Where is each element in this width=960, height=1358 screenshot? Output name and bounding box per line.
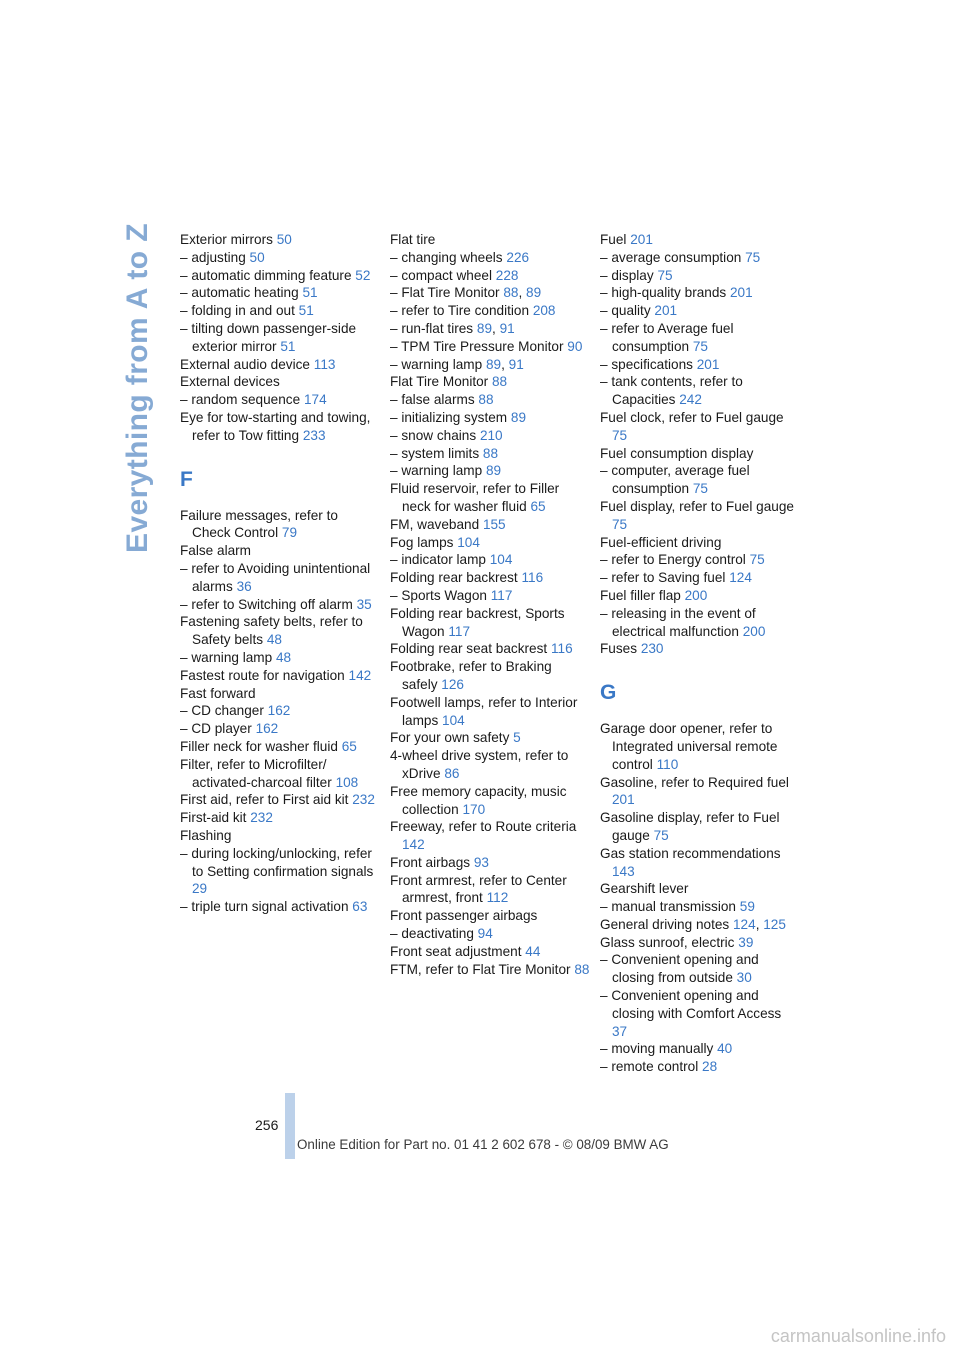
- index-entry: [390, 605, 590, 641]
- index-entry: [180, 845, 380, 898]
- index-term: Gasoline display, refer to Fuel gauge: [600, 810, 780, 843]
- index-entry: [600, 284, 800, 302]
- page-link[interactable]: 59: [739, 899, 755, 915]
- index-entry: [600, 249, 800, 267]
- page-link[interactable]: 50: [249, 249, 265, 265]
- index-entry: [180, 791, 380, 809]
- index-entry: [390, 373, 590, 391]
- index-term: – average consumption: [600, 249, 742, 265]
- index-term: General driving notes: [600, 916, 730, 932]
- index-term: FM, waveband: [390, 516, 480, 532]
- index-term: – Convenient opening and closing from outside: [600, 952, 759, 986]
- index-term: – tilting down passenger-side exterior mirror: [180, 320, 357, 354]
- index-term: Gearshift lever: [600, 881, 689, 897]
- index-entry: [180, 373, 380, 391]
- page-link[interactable]: 28: [702, 1059, 718, 1075]
- index-term: – Convenient opening and closing with Comfort Access: [600, 988, 782, 1021]
- index-term: – refer to Saving fuel: [600, 570, 726, 586]
- index-entry: [600, 640, 800, 658]
- index-entry: [180, 649, 380, 667]
- index-entry: General driving notes 124, 125: [600, 916, 786, 932]
- page-link[interactable]: 65: [530, 498, 546, 514]
- index-entry: [390, 587, 590, 605]
- index-entry: [390, 747, 590, 783]
- index-column-3: [600, 231, 800, 1076]
- index-entry: [600, 498, 800, 534]
- index-entry: [390, 640, 590, 658]
- page-link[interactable]: 162: [255, 721, 279, 737]
- index-term: Fastening safety belts, refer to Safety belts: [180, 614, 363, 648]
- index-term: Fluid reservoir, refer to Filler neck for washer fluid: [390, 481, 560, 514]
- index-term: – system limits: [390, 445, 480, 461]
- index-term: Front airbags: [390, 854, 471, 870]
- index-term: Fast forward: [180, 685, 256, 701]
- page-link[interactable]: 110: [656, 756, 679, 772]
- index-term: Filter, refer to Microfilter/ activated-charcoal filter: [180, 756, 332, 790]
- page-link[interactable]: 51: [298, 303, 314, 319]
- index-entry: [390, 925, 590, 943]
- index-entry: [180, 391, 380, 409]
- side-title-text: Everything from A to Z: [121, 223, 154, 553]
- index-term: Eye for tow-starting and towing, refer to Tow fitting: [180, 409, 371, 443]
- page-link[interactable]: 112: [486, 890, 509, 906]
- index-entry: [180, 685, 380, 703]
- index-entry: [180, 231, 380, 249]
- index-term: – compact wheel: [390, 267, 493, 283]
- page-link[interactable]: 30: [736, 970, 752, 986]
- index-entry: [390, 480, 590, 516]
- index-entry: [600, 569, 800, 587]
- page-link[interactable]: 104: [457, 534, 480, 550]
- index-entry: [600, 231, 800, 249]
- page-link[interactable]: 228: [495, 267, 519, 283]
- page-link[interactable]: 104: [489, 552, 513, 568]
- page-link[interactable]: 200: [742, 623, 766, 639]
- index-term: External audio device: [180, 356, 310, 372]
- index-entry: [180, 409, 380, 445]
- index-term: – remote control: [600, 1059, 699, 1075]
- index-term: – warning lamp: [180, 649, 273, 665]
- page-link[interactable]: 91: [499, 320, 515, 336]
- index-entry: [180, 756, 380, 792]
- page-link[interactable]: 29: [192, 881, 208, 897]
- index-entry: [180, 702, 380, 720]
- index-entry: [600, 1058, 800, 1076]
- page-link[interactable]: 37: [612, 1023, 628, 1039]
- page-link[interactable]: 86: [444, 765, 460, 781]
- page-link[interactable]: 88: [491, 374, 508, 390]
- page-link[interactable]: 48: [275, 649, 292, 665]
- index-term: – triple turn signal activation: [180, 899, 349, 915]
- page-link[interactable]: 142: [402, 837, 425, 853]
- page-link[interactable]: 40: [717, 1041, 733, 1057]
- page-link[interactable]: 93: [473, 854, 489, 870]
- index-entry: [390, 943, 590, 961]
- index-term: – refer to Switching off alarm: [180, 596, 353, 612]
- index-entry: [390, 409, 590, 427]
- index-term: Fuel filler flap: [600, 587, 681, 603]
- page-link[interactable]: 201: [630, 232, 653, 247]
- page-link[interactable]: 125: [763, 916, 786, 932]
- index-column-1: [180, 231, 380, 916]
- index-term: Gasoline, refer to Required fuel: [600, 774, 789, 790]
- footer-accent-bar: [285, 1093, 295, 1159]
- page-link[interactable]: 39: [738, 934, 754, 950]
- index-term: – refer to Energy control: [600, 552, 746, 568]
- page-link[interactable]: 79: [281, 525, 298, 541]
- page-link[interactable]: 155: [482, 516, 506, 532]
- index-term: Flat Tire Monitor: [390, 374, 489, 390]
- index-entry: – warning lamp 89, 91: [390, 356, 524, 372]
- index-term: For your own safety: [390, 730, 510, 746]
- page-link[interactable]: 75: [653, 827, 669, 843]
- index-entry: [180, 356, 380, 374]
- side-title: [121, 223, 154, 553]
- page-link[interactable]: 75: [657, 267, 673, 283]
- index-entry: [600, 551, 800, 569]
- page-link[interactable]: 232: [250, 810, 273, 826]
- page-link[interactable]: 5: [513, 730, 521, 746]
- index-term: Footwell lamps, refer to Interior lamps: [390, 694, 578, 728]
- page-link[interactable]: 75: [692, 481, 708, 497]
- index-term: Free memory capacity, music collection: [390, 783, 567, 817]
- index-entry: [600, 880, 800, 898]
- index-term: – high-quality brands: [600, 285, 727, 301]
- page-link[interactable]: 200: [684, 587, 708, 603]
- index-entry: [180, 613, 380, 649]
- index-entry: [390, 534, 590, 552]
- index-entry: [390, 907, 590, 925]
- watermark: carmanualsonline.info: [770, 1326, 946, 1346]
- index-term: – snow chains: [390, 427, 477, 443]
- page-link[interactable]: 88: [503, 285, 519, 301]
- index-term: 4-wheel drive system, refer to xDrive: [390, 748, 569, 781]
- index-term: Fastest route for navigation: [180, 667, 345, 683]
- index-term: Fuel-efficient driving: [600, 534, 722, 550]
- page-link[interactable]: 142: [348, 667, 372, 683]
- index-entry: [600, 987, 800, 1040]
- index-term: First-aid kit: [180, 810, 247, 826]
- index-entry: [180, 542, 380, 560]
- page-link[interactable]: 75: [745, 249, 761, 265]
- page-link[interactable]: 35: [356, 596, 372, 612]
- index-term: – deactivating: [390, 926, 474, 942]
- index-entry: [600, 1040, 800, 1058]
- index-entry: [180, 320, 380, 356]
- index-entry: [390, 961, 590, 979]
- page-link[interactable]: 162: [267, 703, 291, 719]
- page-link[interactable]: 210: [479, 427, 503, 443]
- page-link[interactable]: 124: [729, 570, 752, 586]
- page-link[interactable]: 75: [612, 427, 628, 443]
- index-entry: [180, 720, 380, 738]
- page-link[interactable]: 242: [679, 392, 702, 408]
- index-term: – display: [600, 267, 654, 283]
- index-entry: [600, 320, 800, 356]
- index-entry: [390, 462, 590, 480]
- index-term: – Flat Tire Monitor: [390, 285, 500, 301]
- index-entry: [390, 658, 590, 694]
- index-term: Freeway, refer to Route criteria: [390, 819, 577, 835]
- index-term: – specifications: [600, 356, 693, 372]
- page-link[interactable]: 51: [302, 285, 318, 301]
- index-term: – computer, average fuel consumption: [600, 463, 750, 497]
- index-term: Exterior mirrors: [180, 232, 273, 247]
- page-link[interactable]: 88: [478, 392, 494, 408]
- page-link[interactable]: 117: [448, 623, 471, 639]
- index-term: – random sequence: [180, 392, 301, 408]
- index-entry: [180, 284, 380, 302]
- index-term: – folding in and out: [180, 303, 295, 319]
- page-link[interactable]: 51: [280, 338, 296, 354]
- index-entry: [180, 267, 380, 285]
- index-term: – tank contents, refer to Capacities: [600, 374, 743, 408]
- page-link[interactable]: 75: [612, 516, 628, 532]
- index-term: – automatic dimming feature: [180, 267, 352, 283]
- index-entry: [390, 267, 590, 285]
- section-letter: G: [600, 681, 617, 705]
- index-entry: [600, 409, 800, 445]
- page-link[interactable]: 174: [303, 392, 327, 408]
- index-term: – automatic heating: [180, 285, 299, 301]
- index-term: Fuel clock, refer to Fuel gauge: [600, 409, 784, 425]
- index-term: Glass sunroof, electric: [600, 934, 735, 950]
- index-term: Fuses: [600, 641, 638, 657]
- index-entry: [180, 302, 380, 320]
- index-column-2: [390, 231, 590, 978]
- page-link[interactable]: 88: [574, 961, 590, 977]
- page-link[interactable]: 201: [729, 285, 753, 301]
- index-entry: [600, 934, 800, 952]
- index-term: Front passenger airbags: [390, 908, 538, 924]
- index-entry: [180, 507, 380, 543]
- page-link[interactable]: 117: [490, 587, 513, 603]
- page-link[interactable]: 89: [476, 320, 493, 336]
- index-entry: [390, 231, 590, 249]
- index-entry: – run-flat tires 89, 91: [390, 320, 515, 336]
- index-entry: [180, 667, 380, 685]
- index-entry: – Flat Tire Monitor 88, 89: [390, 285, 542, 301]
- page-link[interactable]: 48: [266, 632, 282, 648]
- index-entry: [390, 569, 590, 587]
- index-entry: [390, 783, 590, 819]
- index-entry: [390, 818, 590, 854]
- page-link[interactable]: 208: [532, 303, 556, 319]
- page-link[interactable]: 89: [485, 356, 502, 372]
- index-term: Filler neck for washer fluid: [180, 738, 338, 754]
- index-term: FTM, refer to Flat Tire Monitor: [390, 961, 571, 977]
- index-term: Front armrest, refer to Center armrest, front: [390, 872, 567, 906]
- index-entry: [600, 462, 800, 498]
- index-entry: [390, 872, 590, 908]
- index-term: – changing wheels: [390, 249, 503, 265]
- index-term: Flashing: [180, 827, 232, 843]
- index-term: Folding rear seat backrest: [390, 641, 548, 657]
- index-entry: [390, 302, 590, 320]
- page-link[interactable]: 89: [510, 409, 527, 425]
- index-entry: [390, 551, 590, 569]
- index-entry: [390, 427, 590, 445]
- index-entry: [180, 898, 380, 916]
- index-entry: [600, 605, 800, 641]
- index-entry: [600, 302, 800, 320]
- index-entry: [600, 720, 800, 773]
- page-link[interactable]: 170: [462, 801, 486, 817]
- index-term: Folding rear backrest: [390, 570, 518, 586]
- index-term: Failure messages, refer to Check Control: [180, 507, 338, 541]
- index-entry: [390, 854, 590, 872]
- index-term: – indicator lamp: [390, 552, 486, 568]
- page-number: 256: [255, 1117, 279, 1133]
- page-link[interactable]: 201: [696, 356, 720, 372]
- index-term: Front seat adjustment: [390, 943, 522, 959]
- index-term: – manual transmission: [600, 899, 736, 915]
- index-term: Gas station recommendations: [600, 845, 781, 861]
- page-link[interactable]: 90: [567, 338, 583, 354]
- index-term: – adjusting: [180, 249, 246, 265]
- index-entry: [180, 827, 380, 845]
- index-entry: [180, 596, 380, 614]
- index-term: – false alarms: [390, 392, 475, 408]
- index-term: – refer to Avoiding unintentional alarms: [180, 560, 371, 594]
- index-entry: [390, 391, 590, 409]
- page-link[interactable]: 89: [526, 285, 542, 301]
- index-term: First aid, refer to First aid kit: [180, 792, 349, 808]
- index-term: – CD player: [180, 721, 252, 737]
- section-letter: F: [180, 467, 193, 491]
- footer-edition-note: Online Edition for Part no. 01 41 2 602 678 - © 08/09 BMW AG: [297, 1137, 669, 1152]
- index-entry: [600, 898, 800, 916]
- page-link[interactable]: 88: [482, 445, 499, 461]
- index-term: Fuel: [600, 232, 627, 247]
- index-entry: [390, 729, 590, 747]
- index-term: – refer to Tire condition: [390, 303, 530, 319]
- page-link[interactable]: 201: [612, 792, 635, 808]
- page-link[interactable]: 36: [236, 578, 252, 594]
- index-term: – quality: [600, 303, 651, 319]
- page-link[interactable]: 126: [441, 676, 464, 692]
- index-entry: [180, 249, 380, 267]
- index-entry: [600, 809, 800, 845]
- index-term: Fuel display, refer to Fuel gauge: [600, 498, 794, 514]
- index-term: Flat tire: [390, 232, 436, 247]
- index-entry: [390, 249, 590, 267]
- index-entry: [390, 445, 590, 463]
- index-entry: [390, 516, 590, 534]
- page-link[interactable]: 75: [749, 552, 765, 568]
- index-term: – CD changer: [180, 703, 264, 719]
- index-term: – Sports Wagon: [390, 587, 487, 603]
- index-term: – during locking/unlocking, refer to Setting confirmation signals: [180, 845, 374, 879]
- page-link[interactable]: 143: [612, 863, 635, 879]
- index-term: Fog lamps: [390, 534, 454, 550]
- page-link[interactable]: 65: [341, 738, 357, 754]
- index-term: – initializing system: [390, 409, 508, 425]
- page-link[interactable]: 226: [506, 249, 530, 265]
- index-term: Fuel consumption display: [600, 445, 754, 461]
- page-link[interactable]: 44: [525, 943, 541, 959]
- index-term: – warning lamp: [390, 356, 483, 372]
- index-entry: [600, 445, 800, 463]
- index-term: External devices: [180, 374, 280, 390]
- page-link[interactable]: 94: [477, 926, 493, 942]
- page-link[interactable]: 116: [521, 570, 544, 586]
- page-link[interactable]: 113: [313, 356, 336, 372]
- index-entry: [600, 587, 800, 605]
- page-link[interactable]: 108: [335, 774, 359, 790]
- index-term: – warning lamp: [390, 463, 483, 479]
- index-term: False alarm: [180, 543, 252, 559]
- index-entry: [180, 809, 380, 827]
- page-link[interactable]: 91: [508, 356, 524, 372]
- index-term: – refer to Average fuel consumption: [600, 320, 734, 354]
- index-entry: [390, 338, 590, 356]
- index-entry: [600, 267, 800, 285]
- index-entry: [180, 738, 380, 756]
- page-link[interactable]: 89: [485, 463, 502, 479]
- index-term: Footbrake, refer to Braking safely: [390, 659, 552, 692]
- page-link[interactable]: 124: [733, 916, 756, 932]
- index-entry: [600, 774, 800, 810]
- index-term: – releasing in the event of electrical malfunction: [600, 605, 756, 639]
- page-link[interactable]: 104: [442, 712, 465, 728]
- page-link[interactable]: 233: [302, 427, 326, 443]
- index-entry: [600, 373, 800, 409]
- index-entry: [600, 356, 800, 374]
- page-link[interactable]: 50: [276, 232, 292, 247]
- index-entry: [390, 694, 590, 730]
- page-link[interactable]: 63: [352, 899, 368, 915]
- index-term: – run-flat tires: [390, 320, 474, 336]
- index-entry: [600, 951, 800, 987]
- index-entry: [180, 560, 380, 596]
- index-term: Garage door opener, refer to Integrated universal remote control: [600, 721, 778, 772]
- page-link[interactable]: 232: [352, 792, 375, 808]
- index-entry: [600, 534, 800, 552]
- index-term: – moving manually: [600, 1041, 714, 1057]
- index-term: – TPM Tire Pressure Monitor: [390, 338, 564, 354]
- page-link[interactable]: 75: [692, 338, 708, 354]
- index-term: Folding rear backrest, Sports Wagon: [390, 605, 565, 639]
- page-link[interactable]: 52: [355, 267, 371, 283]
- page-link[interactable]: 201: [654, 303, 678, 319]
- page-link[interactable]: 116: [550, 641, 573, 657]
- index-entry: [600, 845, 800, 881]
- page-link[interactable]: 230: [640, 641, 664, 657]
